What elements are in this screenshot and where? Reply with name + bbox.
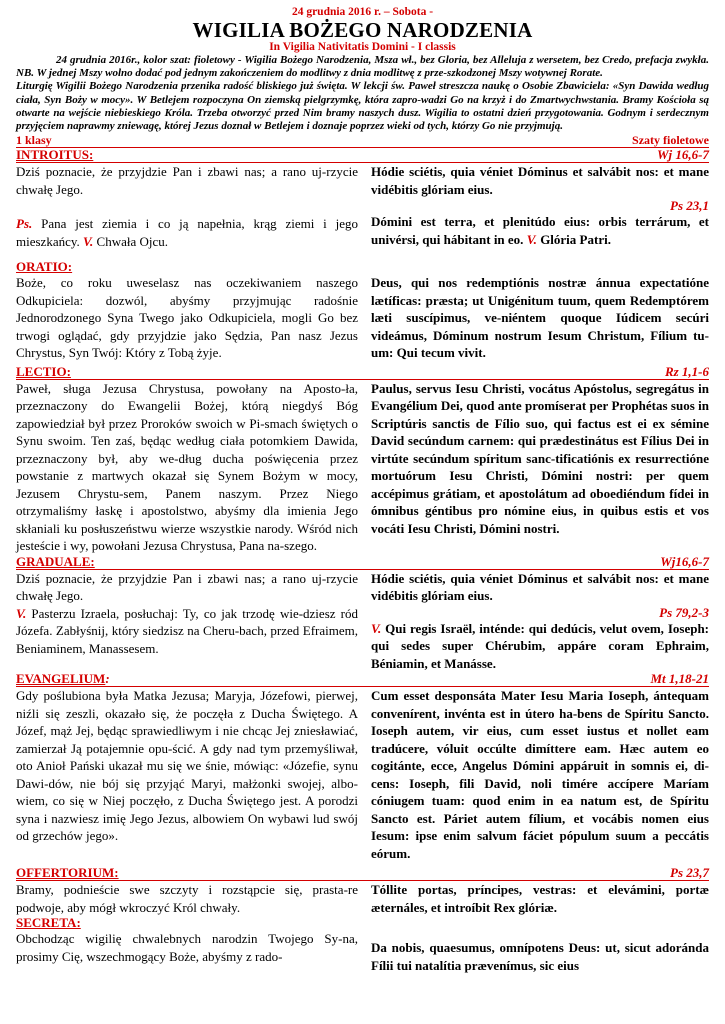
verse-mark: V. <box>16 605 27 621</box>
offertorium-polish: Bramy, podnieście swe szczyty i rozstąpcie się, prasta-re podwoje, aby mógł wkroczyć Król chwały. <box>16 882 358 915</box>
latin-subtitle: In Vigilia Nativitatis Domini - I classis <box>269 41 456 53</box>
evangelium-latin: Cum esset desponsáta Mater Iesu Maria Ioseph, ántequam convenírent, invénta est in útero ha-bens de Spíritu Sancto. Ioseph autem, vir eius, cum esset iustus et nollet eam tradúcere, vóluit occúlte dimíttere eam. Hæc autem eo cogitánte, ecce, Angelus Dómini appáruit in somnis ei, di-cens: Ioseph, fili David, noli timére accípere Maríam cóniugem tuam: quod enim in ea natum est, de Spíritu Sancto est. Páriet autem fílium, et vocábis nomen eius Iesum: ipse enim salvum fáciet pópulum suum a peccátis eórum. <box>371 688 709 861</box>
introitus-gloria-la: Glória Patri. <box>540 231 611 247</box>
secreta-row <box>16 930 709 974</box>
lectio-latin: Paulus, servus Iesu Christi, vocátus Apóstolus, segregátus in Evangélium Dei, quod ante promíserat per Prophétas suos in Scriptúris sanctis de Fílio suo, qui factus est ei ex sémine David secúndum carnem: qui prædestinátus est Fílius Dei in virtúte secúndum spíritum sanc-tificatiónis ex resurrectióne mortuórum Iesu Christi, Dómini nostri: per quem accépimus grátiam, et apostolátum ad oboediéndum fídei in ómnibus géntibus pro nómine eius, in quibus estis et vos vocáti Iesu Christi, Dómini nostri. <box>371 380 709 536</box>
introitus-header <box>16 147 709 163</box>
graduale-verse-text-la: Qui regis Israël, inténde: qui dedúcis, velut ovem, Ioseph: qui sedes super Chérubim, appáre coram Ephraim, Béniamin, et Manásse. <box>371 620 710 671</box>
introitus-antiphon-la: Hódie sciétis, quia véniet Dóminus et salvábit nos: et mane vidébitis glóriam eius. <box>371 164 709 197</box>
introitus-antiphon-pl: Dziś poznacie, że przyjdzie Pan i zbawi nas; a rano uj-rzycie chwałę Jego. <box>16 164 358 197</box>
graduale-label: GRADUALE: <box>16 553 95 569</box>
secreta-latin: Da nobis, quaesumus, omnípotens Deus: ut, sicut adoránda Fílii tui natalítia prævenímus, sic eius <box>371 940 709 973</box>
oratio-latin: Deus, qui nos redemptiónis nostræ ánnua expectatióne lætíficas: præsta; ut Unigénitum tuum, quem Redemptórem læti suscípimus, ve-niéntem quoque Iúdicem secúri videámus, Dóminum nostrum Iesum Christum, Fílium tu-um: Qui tecum vivit. <box>371 275 709 361</box>
oratio-header <box>16 260 709 274</box>
introitus-psalm-ref: Ps 23,1 <box>670 198 709 214</box>
graduale-antiphon-pl: Dziś poznacie, że przyjdzie Pan i zbawi nas; a rano uj-rzycie chwałę Jego. <box>16 570 358 604</box>
verse-mark-la: V. <box>371 620 382 636</box>
evangelium-ref: Mt 1,18-21 <box>650 671 709 687</box>
date-line: 24 grudnia 2016 r. – Sobota - <box>291 6 434 18</box>
introitus-psalm-la <box>371 213 709 248</box>
offertorium-latin: Tóllite portas, príncipes, vestras: et elevámini, portæ æternáles, et introíbit Rex glóriæ. <box>371 882 709 915</box>
secreta-polish: Obchodząc wigilię chwalebnych narodzin Twojego Sy-na, prosimy Cię, wszechmogący Boże, abyśmy z rado- <box>16 931 358 964</box>
rank-class: 1 klasy <box>16 133 52 148</box>
graduale-antiphon-la: Hódie sciétis, quia véniet Dóminus et salvábit nos: et mane vidébitis glóriam eius. <box>371 570 709 604</box>
oratio-polish: Boże, co roku uweselasz nas oczekiwaniem naszego Odkupiciela: dozwól, abyśmy przyjmując radośnie Jednorodzonego Syna Twego jako Odkupiciela, mogli Go bez trwogi oglądać, gdy przyjdzie jako Sędzia, Pan nasz Jezus Chrystus, Syn Twój: Który z Tobą żyje. <box>16 275 358 361</box>
lectio-row <box>16 380 709 555</box>
secreta-label: SECRETA: <box>16 915 81 931</box>
introitus-label: INTROITUS: <box>16 147 94 163</box>
evangelium-polish: Gdy poślubiona była Matka Jezusa; Maryja, Józefowi, pierwej, niźli się zeszli, okazało się, że poczęła z Ducha Świętego. A Józef, mąż Jej, będąc sprawiedliwym i nie chcąc Jej zniesławiać, zamierzał Ją potajemnie opu-ścić. A gdy nad tym przemyśliwał, oto Anioł Pański ukazał mu się we śnie, mówiąc: «Józefie, synu Dawi-dów, nie bój się przyjąć Maryi, małżonki swojej, albo-wiem, co się w Niej poczęło, z Ducha Świętego jest. A porodzi syna i nazwiesz imię Jego Jezus, albowiem On wybawi lud swój od grzechów jego». <box>16 688 358 844</box>
graduale-verse-text-pl: Pasterzu Izraela, posłuchaj: Ty, co jak trzodę wie-dziesz ród Józefa. Zabłyśnij, który siedzisz na Cheru-bach, przed Efraimem, Beniaminem, Manassesem. <box>16 605 359 656</box>
graduale-header <box>16 555 709 570</box>
graduale-verse-la <box>371 620 709 673</box>
introitus-polish <box>16 163 358 250</box>
lectio-polish: Paweł, sługa Jezusa Chrystusa, powołany na Aposto-ła, przeznaczony do Ewangelii Bożej, którą niegdyś Bóg zapowiedział był przez Proroków swoich w Pi-smach świętych o Synu swoim. Ten zaś, będąc według ciała potomkiem Dawida, przeznaczony był, aby we-dług ducha poświęcenia przez powstanie z martwych okazał się Synem Bożym w mocy, Jezusem Chrystu-sem, Panem naszym. Przez Niego otrzymaliśmy łaskę i apostolstwo, abyśmy dla imienia Jego skłaniali ku posłuszeństwu wierze wszystkie narody. Wśród nich jesteście i wy, powołani Jezusa Chrystusa, Pana na-szego. <box>16 380 358 554</box>
graduale-latin <box>371 570 709 673</box>
offertorium-header <box>16 866 709 881</box>
introitus-latin <box>371 163 709 250</box>
evangelium-title <box>16 672 110 686</box>
lectio-label: LECTIO: <box>16 363 71 379</box>
page-title: WIGILIA BOŻEGO NARODZENIA <box>192 18 533 42</box>
introitus-gloria-pl: Chwała Ojcu. <box>96 233 169 249</box>
intro-rubric: 24 grudnia 2016r., kolor szat: fioletowy - Wigilia Bożego Narodzenia, Msza wł., bez Gloria, bez Alleluja z wersetem, bez Credo, prefacja zwykła. NB. W jednej Mszy wolno dodać pod jednym zakończeniem do modlitwy z dnia modlitwę z prze-szkodzonej Mszy wotywnej Rorate. <box>16 54 709 80</box>
oratio-label: ORATIO: <box>16 259 73 275</box>
evangelium-header <box>16 672 709 687</box>
introitus-ref: Wj 16,6-7 <box>657 147 709 163</box>
evangelium-colon: : <box>105 671 110 687</box>
lectio-header <box>16 365 709 380</box>
graduale-polish <box>16 570 358 673</box>
introitus-row <box>16 163 709 250</box>
graduale-verse-pl <box>16 605 358 658</box>
intro-commentary: Liturgię Wigilii Bożego Narodzenia przenika radość bliskiego już święta. W lekcji św. Paweł streszcza naukę o Osobie Zbawiciela: «Syn Dawida według ciała, Syn Boży w mocy». W Betlejem rozpoczyna On ziemską pielgrzymkę, która zapro-wadzi Go na krzyż i do Zmartwychwstania. Bramy Kościoła są otwarte na wejście niebieskiego Króla. Trzeba otworzyć przed Nim bramy naszych dusz. Wigilia to ostatni dzień przygotowania. Godnym i serdecznym przyjęciem naprawmy zniewagę, której Jezus doznał w Betlejem i doznaje poprzez wieki od tych, którzy Go nie przyjmują. <box>16 80 709 133</box>
psalm-mark: Ps. <box>16 216 33 232</box>
secreta-header <box>16 916 709 930</box>
evangelium-label: EVANGELIUM <box>16 671 106 687</box>
evangelium-row <box>16 687 709 862</box>
graduale-ref: Wj16,6-7 <box>660 553 709 569</box>
verse-mark-la: V. <box>526 231 537 247</box>
offertorium-label: OFFERTORIUM: <box>16 865 119 881</box>
graduale-psalm-ref: Ps 79,2-3 <box>659 604 709 620</box>
offertorium-ref: Ps 23,7 <box>670 865 709 881</box>
lectio-ref: Rz 1,1-6 <box>664 363 709 379</box>
oratio-row <box>16 274 709 362</box>
rank-line <box>16 134 709 147</box>
offertorium-row <box>16 881 709 916</box>
introitus-psalm-pl <box>16 215 358 250</box>
intro-notes <box>16 54 709 133</box>
introitus-psalm-text-la: Dómini est terra, et plenitúdo eius: orbis terrárum, et univérsi, qui hábitant in eo. <box>371 214 709 247</box>
vestment-color: Szaty fioletowe <box>632 133 709 148</box>
verse-mark: V. <box>83 233 94 249</box>
graduale-row <box>16 570 709 673</box>
introitus-psalm-text-pl: Pana jest ziemia i co ją napełnia, krąg ziemi i jego mieszkańcy. <box>16 216 359 249</box>
